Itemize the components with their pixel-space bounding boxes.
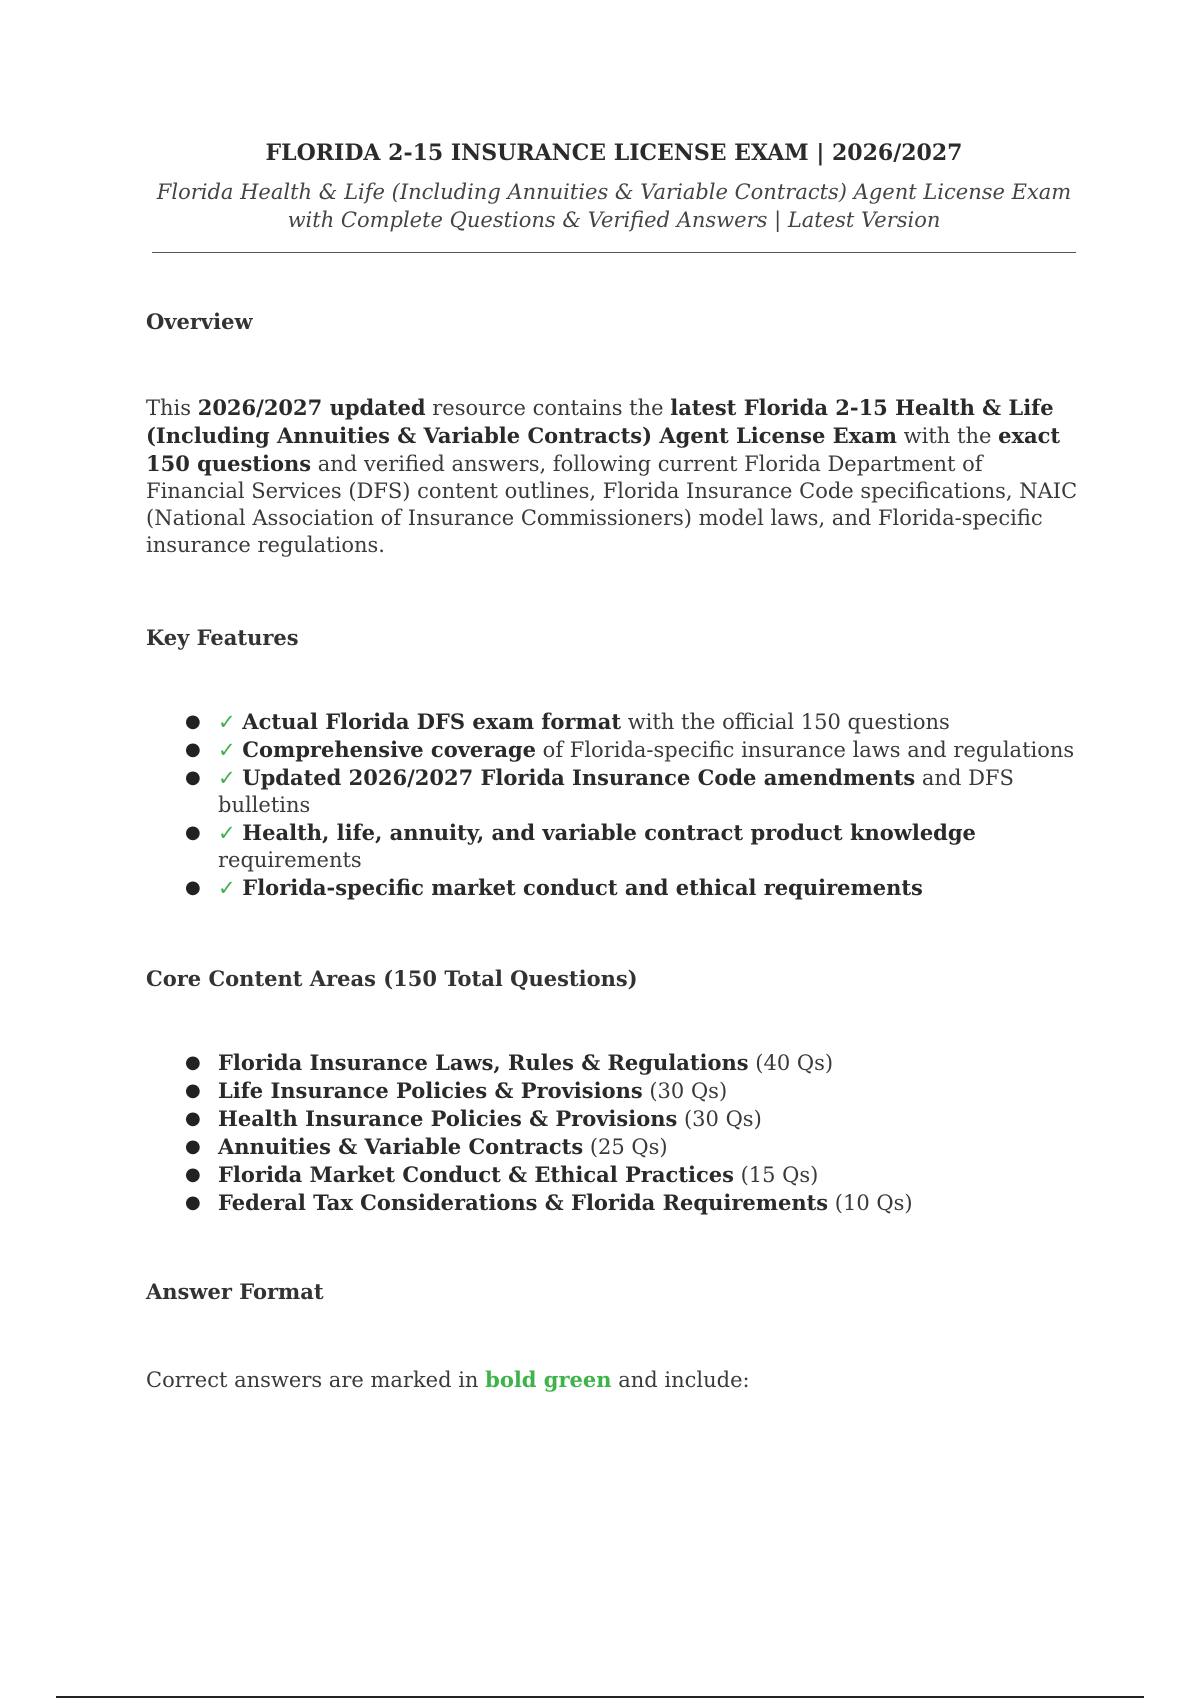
list-item [185,764,1082,819]
answer-format-heading: Answer Format [146,1279,324,1304]
content-area-name: Annuities & Variable Contracts [218,1134,584,1159]
document-subtitle [146,178,1082,234]
subtitle-line-2: with Complete Questions & Verified Answers | Latest Version [287,208,941,232]
overview-text-3: with the [897,424,999,448]
list-item [185,1189,1082,1217]
bullet-icon: ● [185,1192,201,1213]
overview-paragraph [146,394,1082,559]
content-area-name: Health Insurance Policies & Provisions [218,1106,678,1131]
bullet-icon: ● [185,822,201,843]
header-divider [152,252,1076,253]
overview-bold-1: 2026/2027 updated [197,395,426,420]
content-area-count: (10 Qs) [828,1191,913,1215]
list-item [185,1161,1082,1189]
content-area-name: Life Insurance Policies & Provisions [218,1078,643,1103]
feature-text: with the official 150 questions [621,710,950,734]
overview-text-4: and verified answers, following current Florida Department of Financial Services (DFS) content outlines, Florida Insurance Code specifications, NAIC (National Association of Insurance Commissioners) model laws, and Florida-specific insurance regulations. [146,452,1078,557]
content-area-count: (25 Qs) [583,1135,668,1159]
overview-text-2: resource contains the [425,396,671,420]
checkmark-icon: ✓ [218,876,236,900]
checkmark-icon: ✓ [218,710,236,734]
list-item [185,819,1082,874]
bullet-icon: ● [185,1080,201,1101]
content-area-count: (30 Qs) [677,1107,762,1131]
feature-bold: Actual Florida DFS exam format [242,709,622,734]
overview-text-1: This [146,396,198,420]
answer-format-text-2: and include: [611,1368,750,1392]
core-content-heading: Core Content Areas (150 Total Questions) [146,966,638,991]
list-item [185,736,1082,764]
list-item [185,1077,1082,1105]
answer-format-paragraph [146,1366,1082,1394]
bullet-icon: ● [185,1052,201,1073]
core-content-list [146,1049,1082,1217]
content-area-count: (15 Qs) [733,1163,819,1187]
list-item [185,1049,1082,1077]
list-item [185,708,1082,736]
bullet-icon: ● [185,1108,201,1129]
content-area-count: (40 Qs) [748,1051,834,1075]
document-page [146,140,1082,1394]
feature-text: of Florida-specific insurance laws and regulations [536,738,1075,762]
list-item [185,1105,1082,1133]
bullet-icon: ● [185,711,201,732]
content-area-count: (30 Qs) [642,1079,728,1103]
checkmark-icon: ✓ [218,821,236,845]
checkmark-icon: ✓ [218,738,236,762]
bullet-icon: ● [185,767,201,788]
content-area-name: Florida Market Conduct & Ethical Practices [218,1162,734,1187]
bullet-icon: ● [185,877,201,898]
feature-bold: Health, life, annuity, and variable contract product knowledge [242,820,976,845]
overview-heading: Overview [146,309,253,334]
overview-bold-2: latest Florida 2-15 Health & Life (Including Annuities & Variable Contracts) Agent License Exam [146,395,1054,448]
answer-format-text-1: Correct answers are marked in [146,1368,486,1392]
subtitle-line-1: Florida Health & Life (Including Annuities & Variable Contracts) Agent License Exam [156,180,1072,204]
list-item [185,1133,1082,1161]
bullet-icon: ● [185,1136,201,1157]
answer-format-green-text: bold green [485,1367,612,1392]
document-title: FLORIDA 2-15 INSURANCE LICENSE EXAM | 2026/2027 [265,140,963,166]
feature-bold: Comprehensive coverage [242,737,536,762]
bullet-icon: ● [185,739,201,760]
overview-bold-3: exact 150 questions [146,423,1061,476]
content-area-name: Federal Tax Considerations & Florida Requirements [218,1190,829,1215]
list-item [185,874,1082,902]
feature-text: and DFS bulletins [218,766,1014,817]
content-area-name: Florida Insurance Laws, Rules & Regulations [218,1050,749,1075]
feature-text: requirements [218,848,362,872]
key-features-list [146,708,1082,902]
feature-bold: Updated 2026/2027 Florida Insurance Code amendments [242,765,916,790]
feature-bold: Florida-specific market conduct and ethical requirements [242,875,923,900]
bullet-icon: ● [185,1164,201,1185]
key-features-heading: Key Features [146,625,299,650]
checkmark-icon: ✓ [218,766,236,790]
page-bottom-divider [56,1696,1144,1698]
